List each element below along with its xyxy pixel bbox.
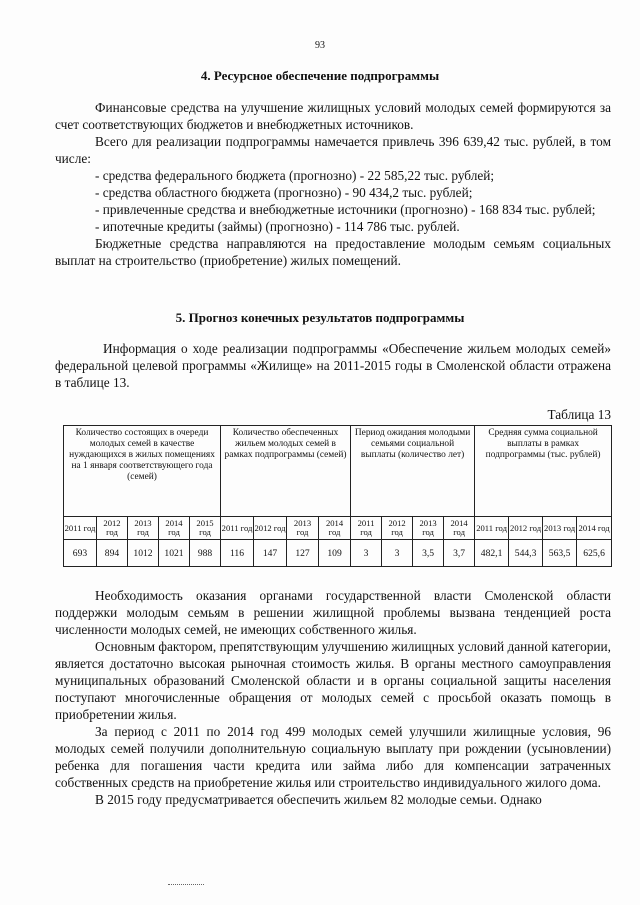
list-item: - средства областного бюджета (прогнозно) - 90 434,2 тыс. рублей; <box>95 185 473 200</box>
value-cell: 109 <box>319 540 351 567</box>
value-cell: 3 <box>351 540 382 567</box>
value-cell: 563,5 <box>543 540 577 567</box>
paragraph: Необходимость оказания органами государственной власти Смоленской области поддержки молодым семьям в решении жилищной проблемы вызвана тенденцией роста численности молодых семей, не имеющих собственного жилья. <box>55 588 611 637</box>
year-cell: 2011 год <box>351 517 382 540</box>
year-cell: 2013 год <box>543 517 577 540</box>
results-table <box>63 425 612 567</box>
paragraph: Основным фактором, препятствующим улучшению жилищных условий данной категории, является достаточно высокая рыночная стоимость жилья. В органы местного самоуправления муниципальных образований Смоленской области и в органы социальной защиты населения поступают многочисленные обращения от молодых семей с просьбой оказать помощь в приобретении жилья. <box>55 639 611 722</box>
value-cell: 482,1 <box>475 540 509 567</box>
paragraph: Всего для реализации подпрограммы намечается привлечь 396 639,42 тыс. рублей, в том числе: <box>55 134 611 166</box>
year-cell: 2014 год <box>319 517 351 540</box>
year-cell: 2012 год <box>382 517 413 540</box>
page-number: 93 <box>315 40 325 51</box>
value-cell: 127 <box>287 540 319 567</box>
table-years-row <box>64 517 612 540</box>
value-cell: 3,5 <box>413 540 444 567</box>
year-cell: 2013 год <box>287 517 319 540</box>
value-cell: 544,3 <box>509 540 543 567</box>
paragraph: За период с 2011 по 2014 год 499 молодых семей улучшили жилищные условия, 96 молодых семей получили дополнительную социальную выплату при рождении (усыновлении) ребенка для погашения части кредита или займа либо для компенсации затраченных собственных средств на приобретение жилья или строительство индивидуального жилого дома. <box>55 724 611 790</box>
year-cell: 2014 год <box>159 517 190 540</box>
list-item: - ипотечные кредиты (займы) (прогнозно) - 114 786 тыс. рублей. <box>95 219 460 234</box>
value-cell: 988 <box>190 540 221 567</box>
section-5-intro <box>55 340 611 391</box>
year-cell: 2013 год <box>128 517 159 540</box>
header-payment: Средняя сумма социальной выплаты в рамках подпрограммы (тыс. рублей) <box>475 426 612 517</box>
list-item: - средства федерального бюджета (прогнозно) - 22 585,22 тыс. рублей; <box>95 168 495 183</box>
table-values-row <box>64 540 612 567</box>
year-cell: 2015 год <box>190 517 221 540</box>
year-cell: 2012 год <box>509 517 543 540</box>
paragraph: Информация о ходе реализации подпрограммы «Обеспечение жильем молодых семей» федеральной целевой программы «Жилище» на 2011-2015 годы в Смоленской области отражена в таблице 13. <box>55 341 611 390</box>
year-cell: 2011 год <box>64 517 97 540</box>
value-cell: 625,6 <box>577 540 612 567</box>
header-queue: Количество состоящих в очереди молодых семей в качестве нуждающихся в жилых помещениях на 1 января соответствующего года (семей) <box>64 426 221 517</box>
section-4-body <box>55 99 611 269</box>
after-table-body <box>55 587 611 808</box>
value-cell: 3 <box>382 540 413 567</box>
value-cell: 3,7 <box>444 540 475 567</box>
table-header-row <box>64 426 612 517</box>
year-cell: 2012 год <box>97 517 128 540</box>
year-cell: 2012 год <box>254 517 287 540</box>
year-cell: 2011 год <box>475 517 509 540</box>
value-cell: 1012 <box>128 540 159 567</box>
value-cell: 1021 <box>159 540 190 567</box>
value-cell: 693 <box>64 540 97 567</box>
footer-line <box>168 884 204 885</box>
section-4-title: 4. Ресурсное обеспечение подпрограммы <box>200 68 440 83</box>
year-cell: 2014 год <box>577 517 612 540</box>
value-cell: 147 <box>254 540 287 567</box>
section-5-title: 5. Прогноз конечных результатов подпрограммы <box>175 310 465 325</box>
header-provided: Количество обеспеченных жильем молодых семей в рамках подпрограммы (семей) <box>221 426 351 517</box>
value-cell: 116 <box>221 540 254 567</box>
year-cell: 2013 год <box>413 517 444 540</box>
table-caption: Таблица 13 <box>547 407 611 422</box>
paragraph: Бюджетные средства направляются на предоставление молодым семьям социальных выплат на строительство (приобретение) жилых помещений. <box>55 236 611 268</box>
paragraph: Финансовые средства на улучшение жилищных условий молодых семей формируются за счет соответствующих бюджетов и внебюджетных источников. <box>55 100 611 132</box>
value-cell: 894 <box>97 540 128 567</box>
year-cell: 2014 год <box>444 517 475 540</box>
list-item: - привлеченные средства и внебюджетные источники (прогнозно) - 168 834 тыс. рублей; <box>95 202 596 217</box>
header-waiting: Период ожидания молодыми семьями социальной выплаты (количество лет) <box>351 426 475 517</box>
year-cell: 2011 год <box>221 517 254 540</box>
paragraph: В 2015 году предусматривается обеспечить жильем 82 молодые семьи. Однако <box>95 792 542 807</box>
